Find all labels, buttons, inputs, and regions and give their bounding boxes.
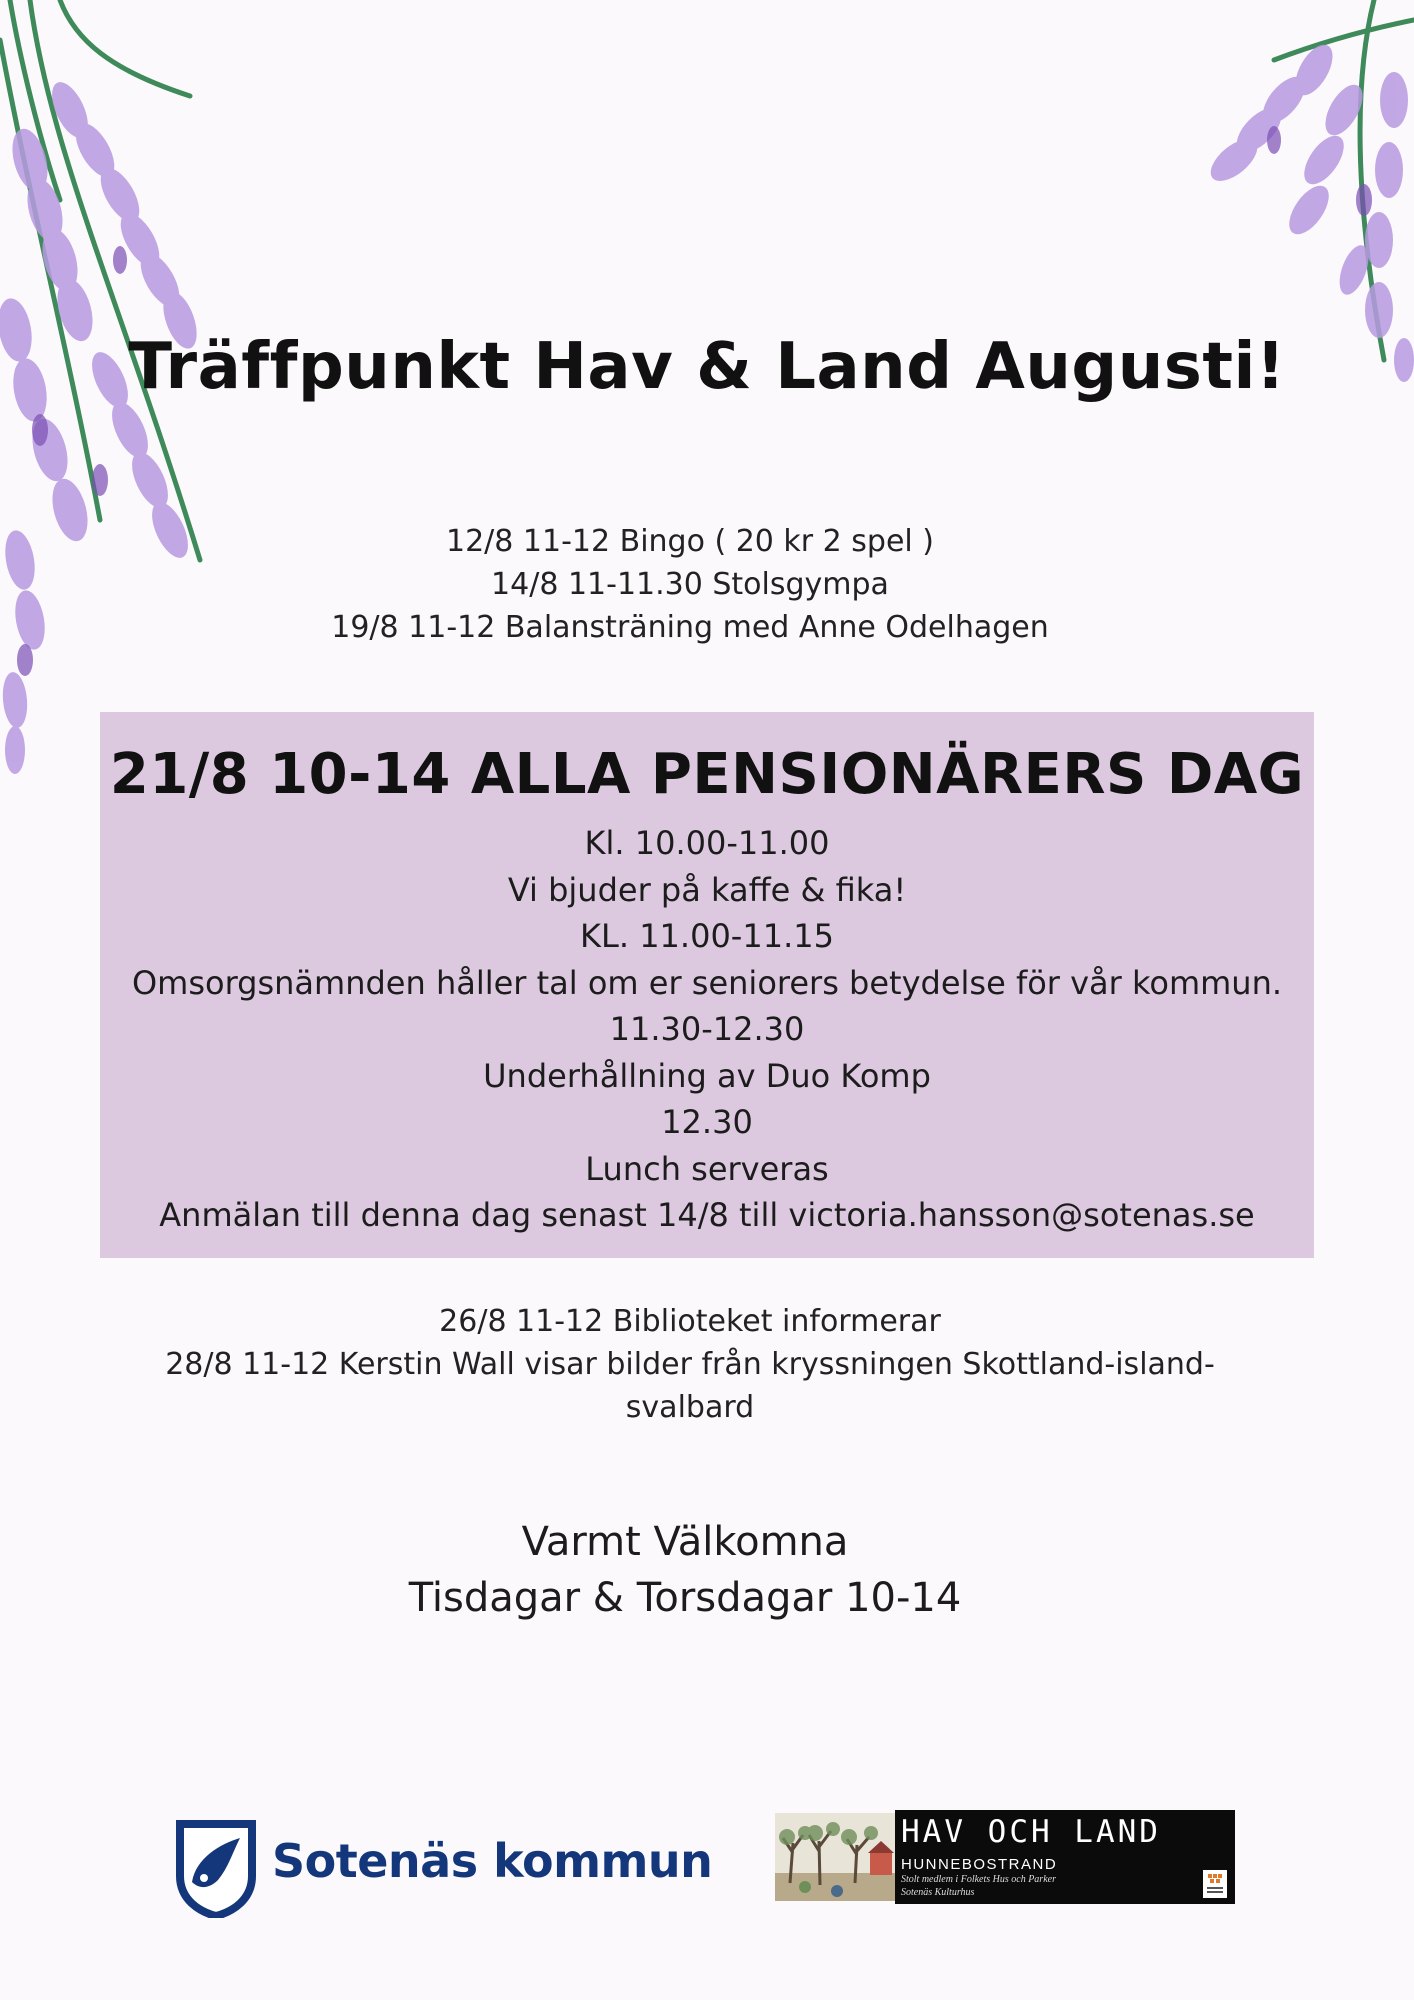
schedule-item: 12/8 11-12 Bingo ( 20 kr 2 spel ): [446, 524, 934, 559]
welcome-message: [0, 1514, 1370, 1626]
event-highlight-box: [100, 712, 1314, 1258]
hav-och-land-banner: [895, 1810, 1235, 1904]
schedule-bottom: [80, 1300, 1300, 1429]
hav-och-land-title: HAV OCH LAND: [901, 1814, 1161, 1850]
schedule-item: 19/8 11-12 Balansträning med Anne Odelhagen: [331, 610, 1049, 645]
schedule-item: 28/8 11-12 Kerstin Wall visar bilder från kryssningen Skottland-island-: [165, 1347, 1215, 1382]
event-detail-line: Lunch serveras: [585, 1149, 829, 1188]
sotenas-wordmark: Sotenäs kommun: [272, 1834, 713, 1888]
park-illustration-icon: [775, 1813, 895, 1901]
opening-hours: Tisdagar & Torsdagar 10-14: [408, 1575, 962, 1621]
event-heading: 21/8 10-14 ALLA PENSIONÄRERS DAG: [109, 742, 1305, 807]
schedule-top: [0, 520, 1380, 649]
hav-och-land-logo: [775, 1810, 1235, 1906]
hav-och-land-subtitle: HUNNEBOSTRAND: [901, 1856, 1058, 1873]
hav-och-land-tagline: Stolt medlem i Folkets Hus och Parker: [901, 1874, 1056, 1885]
event-detail-line: 12.30: [661, 1103, 753, 1141]
event-detail-line: KL. 11.00-11.15: [580, 917, 834, 955]
event-details: [100, 820, 1314, 1239]
page-title: Träffpunkt Hav & Land Augusti!: [128, 330, 1286, 404]
event-detail-line: Kl. 10.00-11.00: [584, 824, 830, 862]
schedule-item: 26/8 11-12 Biblioteket informerar: [439, 1304, 941, 1339]
schedule-item: 14/8 11-11.30 Stolsgympa: [491, 567, 889, 602]
schedule-item: svalbard: [625, 1390, 755, 1425]
event-detail-line: Vi bjuder på kaffe & fika!: [507, 870, 907, 909]
event-detail-line: Underhållning av Duo Komp: [483, 1056, 931, 1095]
folkets-hus-badge-icon: [1203, 1870, 1227, 1898]
event-detail-line: 11.30-12.30: [609, 1010, 805, 1048]
hav-och-land-tagline: Sotenäs Kulturhus: [901, 1887, 975, 1898]
event-signup-line: Anmälan till denna dag senast 14/8 till victoria.hansson@sotenas.se: [159, 1196, 1255, 1234]
welcome-line: Varmt Välkomna: [521, 1519, 849, 1565]
sotenas-coat-of-arms-icon: [174, 1818, 258, 1918]
event-detail-line: Omsorgsnämnden håller tal om er seniorers betydelse för vår kommun.: [131, 963, 1283, 1002]
sotenas-logo: [174, 1814, 713, 1924]
